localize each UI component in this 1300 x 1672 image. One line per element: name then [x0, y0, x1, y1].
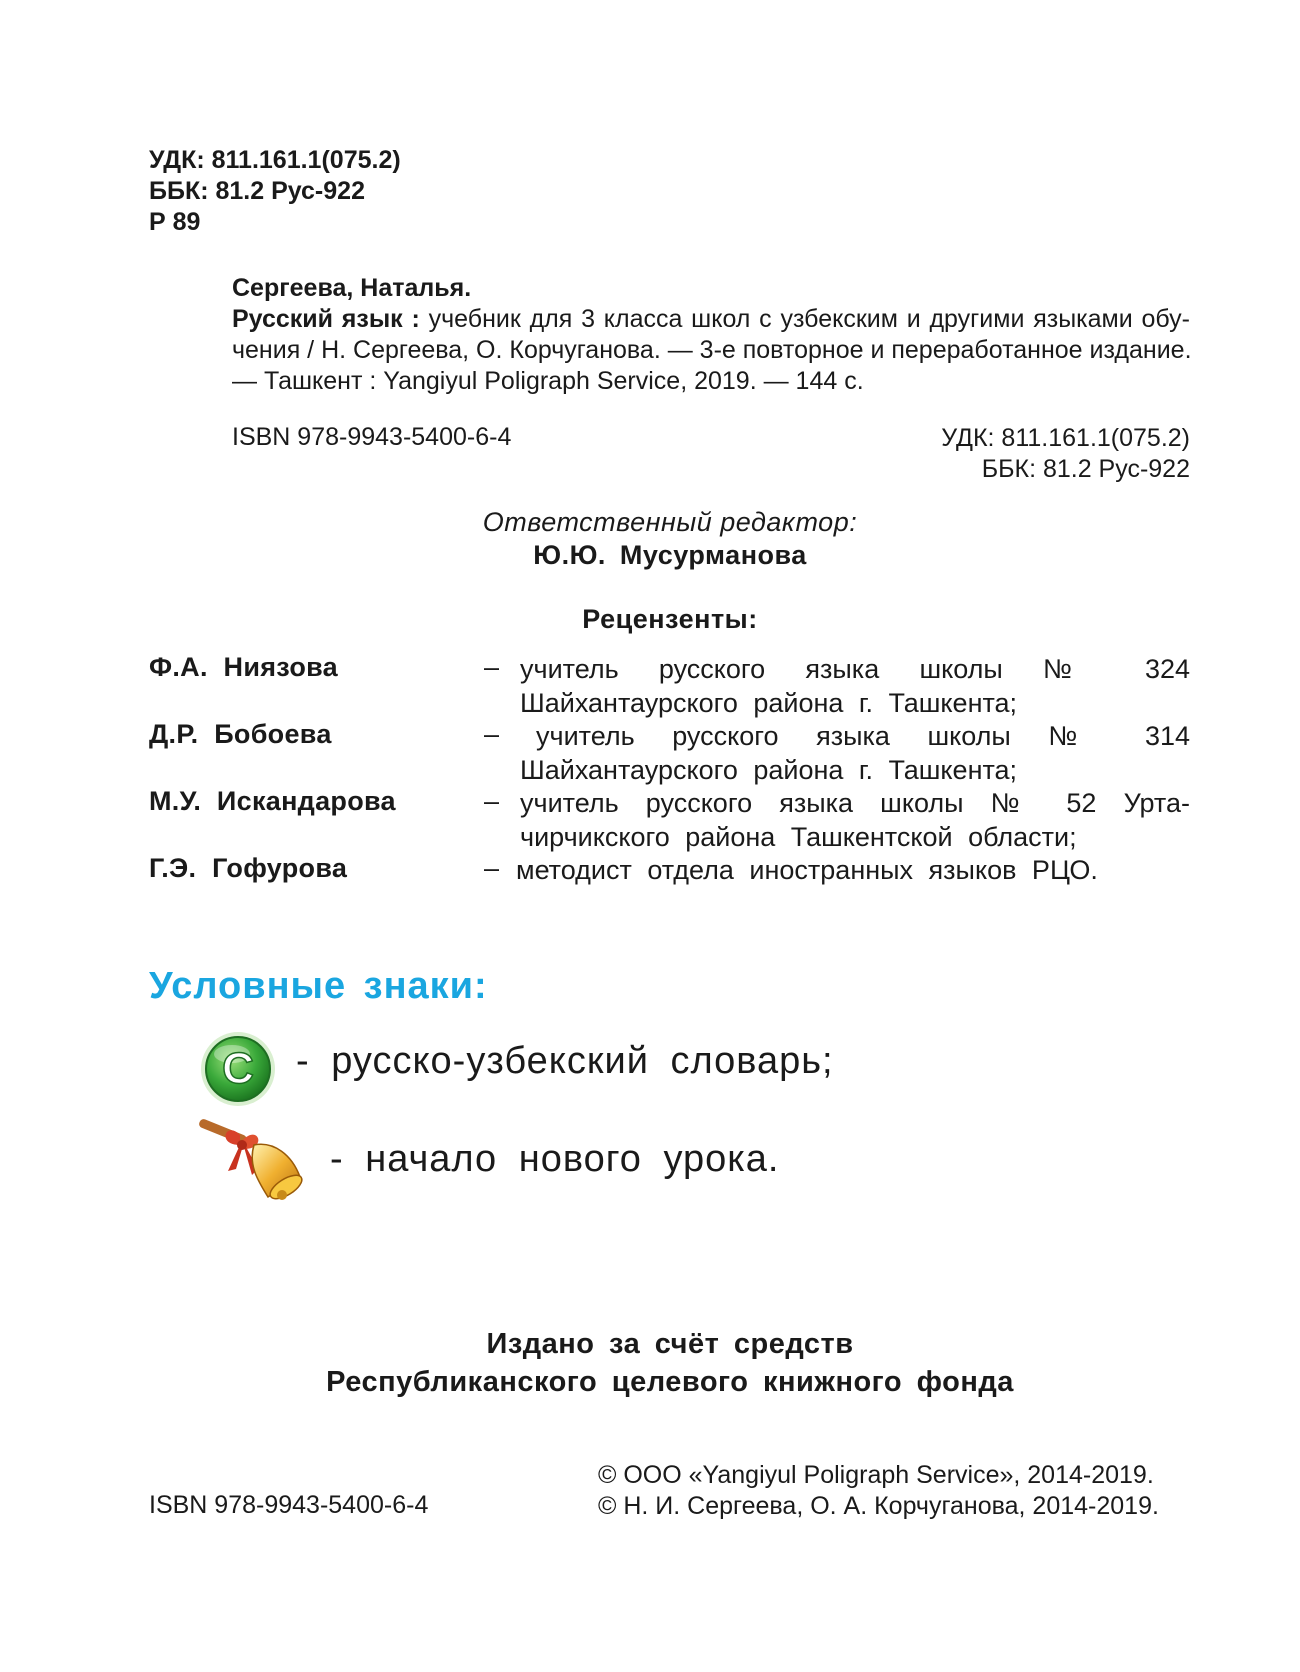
classification-codes [149, 145, 401, 238]
isbn-top: ISBN 978-9943-5400-6-4 [232, 423, 512, 451]
reviewer-description [520, 652, 1190, 720]
reviewers-title: Рецензенты: [582, 604, 758, 634]
reviewer-dash: – [484, 853, 500, 883]
reviewer-description [516, 853, 1186, 887]
reviewer-desc-line: Шайхантаурского района г. Ташкента; [520, 755, 1018, 785]
reviewer-desc-line: учитель русского языка школы № 314 [536, 721, 1190, 751]
copyright-block [598, 1460, 1159, 1522]
dictionary-sign-text: - русско-узбекский словарь; [296, 1040, 834, 1082]
reviewer-desc-line: Шайхантаурского района г. Ташкента; [520, 688, 1018, 718]
lesson-sign-text: - начало нового урока. [330, 1138, 780, 1180]
reviewer-description [520, 719, 1190, 787]
reviewer-description [520, 786, 1190, 854]
reviewer-name: Ф.А. Ниязова [149, 652, 338, 682]
bbk-code-right: ББК: 81.2 Рус-922 [981, 455, 1190, 483]
udk-code: УДК: 811.161.1(075.2) [149, 146, 401, 174]
author-mark: Р 89 [149, 208, 201, 236]
bibliographic-description [232, 273, 1190, 397]
bbk-code: ББК: 81.2 Рус-922 [149, 177, 365, 205]
reviewer-desc-line: чирчикского района Ташкентской области; [520, 822, 1077, 852]
book-title: Русский язык : [232, 305, 420, 333]
copyright-line-2: © Н. И. Сергеева, О. А. Корчуганова, 2014-2019. [598, 1492, 1159, 1520]
reviewer-dash: – [484, 652, 500, 682]
reviewer-desc-line: учитель русского языка школы № 324 [520, 654, 1190, 684]
book-subtitle: учебник для 3 класса школ с узбекским и другими языками обу- [419, 305, 1190, 333]
funding-line-2: Республиканского целевого книжного фонда [326, 1366, 1014, 1398]
biblio-line-2: чения / Н. Сергеева, О. Корчуганова. — 3-е повторное и переработанное издание. [232, 336, 1192, 364]
signs-title: Условные знаки: [149, 965, 488, 1007]
reviewer-desc-line: учитель русского языка школы № 52 Урта- [520, 788, 1190, 818]
biblio-line-1 [232, 304, 1190, 335]
editor-block [0, 506, 1300, 572]
dictionary-c-icon [199, 1030, 277, 1108]
editor-label: Ответственный редактор: [482, 507, 858, 537]
udk-code-right: УДК: 811.161.1(075.2) [941, 424, 1190, 452]
reviewer-name: Д.Р. Бобоева [149, 719, 332, 749]
reviewer-name: Г.Э. Гофурова [149, 853, 348, 883]
classification-codes-right [941, 423, 1190, 485]
reviewer-dash: – [484, 786, 500, 816]
copyright-line-1: © ООО «Yangiyul Poligraph Service», 2014-2019. [598, 1461, 1154, 1489]
funding-note [0, 1325, 1300, 1401]
biblio-line-3: — Ташкент : Yangiyul Poligraph Service, 2019. — 144 с. [232, 367, 864, 395]
reviewer-desc-line: методист отдела иностранных языков РЦО. [516, 855, 1098, 885]
book-author: Сергеева, Наталья. [232, 274, 472, 302]
reviewer-dash: – [484, 719, 500, 749]
bell-icon [196, 1115, 316, 1205]
dictionary-c-glyph: С [222, 1044, 254, 1093]
funding-line-1: Издано за счёт средств [486, 1328, 854, 1360]
reviewer-name: М.У. Искандарова [149, 786, 396, 816]
editor-name: Ю.Ю. Мусурманова [533, 540, 807, 570]
isbn-bottom: ISBN 978-9943-5400-6-4 [149, 1491, 429, 1519]
